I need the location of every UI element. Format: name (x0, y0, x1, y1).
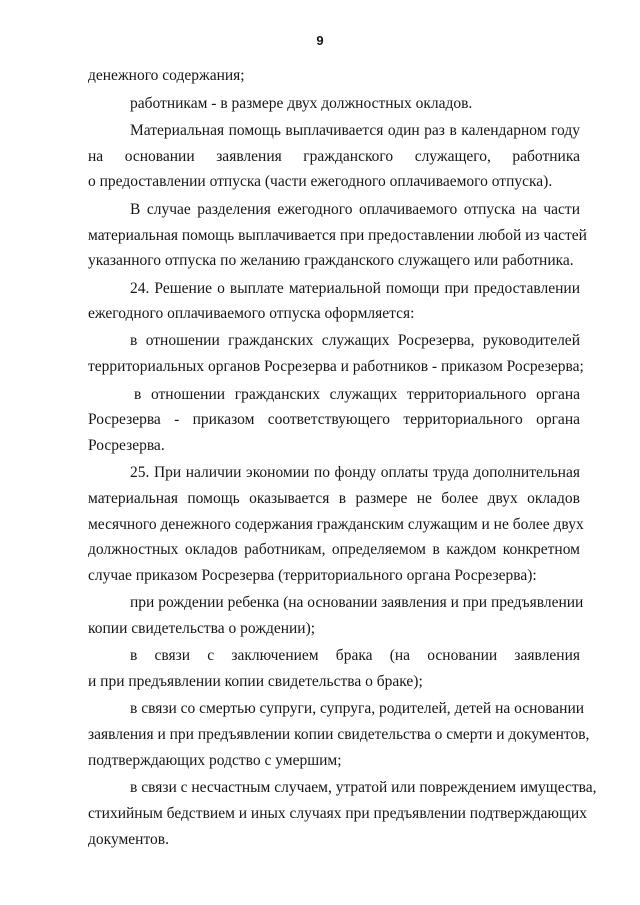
text-line: работникам - в размере двух должностных окладов. (130, 95, 473, 112)
text-line: документов. (88, 831, 169, 848)
text-line: указанного отпуска по желанию гражданского служащего или работника. (88, 252, 574, 269)
text-line: Материальная помощь выплачивается один раз в календарном году (130, 122, 580, 139)
text-line: в связи с несчастным случаем, утратой или повреждением имущества, (130, 779, 597, 796)
text-line: денежного содержания; (88, 67, 245, 84)
text-line: ежегодного оплачиваемого отпуска оформляется: (88, 305, 415, 322)
text-line: на основании заявления гражданского служащего, работника (88, 148, 580, 165)
text-line: территориальных органов Росрезерва и работников - приказом Росрезерва; (88, 358, 584, 375)
text-line: стихийным бедствием и иных случаях при предъявлении подтверждающих (88, 805, 587, 822)
text-line: 24. Решение о выплате материальной помощи при предоставлении (130, 280, 580, 297)
text-line: 25. При наличии экономии по фонду оплаты труда дополнительная (130, 464, 580, 481)
text-line: месячного денежного содержания гражданским служащим и не более двух (88, 516, 584, 533)
text-line: материальная помощь оказывается в размере не более двух окладов (88, 490, 580, 507)
text-line: материальная помощь выплачивается при предоставлении любой из частей (88, 227, 587, 244)
text-line: заявления и при предъявлении копии свидетельства о смерти и документов, (88, 726, 590, 743)
text-line: В случае разделения ежегодного оплачиваемого отпуска на части (130, 201, 580, 218)
text-line: в связи с заключением брака (на основании заявления (130, 647, 580, 664)
text-line: копии свидетельства о рождении); (88, 620, 316, 637)
text-line: должностных окладов работникам, определяемом в каждом конкретном (88, 541, 580, 558)
text-line: в отношении гражданских служащих Росрезерва, руководителей (130, 332, 580, 349)
text-line: Росрезерва - приказом соответствующего территориального органа (88, 411, 580, 428)
text-line: при рождении ребенка (на основании заявления и при предъявлении (130, 594, 584, 611)
text-line: подтверждающих родство с умершим; (88, 752, 342, 769)
text-line: и при предъявлении копии свидетельства о браке); (88, 673, 423, 690)
text-line: в связи со смертью супруги, супруга, родителей, детей на основании (130, 700, 585, 717)
page-number: 9 (316, 33, 324, 48)
text-line: о предоставлении отпуска (части ежегодного оплачиваемого отпуска). (88, 173, 553, 190)
text-line: случае приказом Росрезерва (территориального органа Росрезерва): (88, 567, 537, 584)
text-line: в отношении гражданских служащих территориального органа (134, 386, 580, 403)
text-line: Росрезерва. (88, 437, 165, 454)
